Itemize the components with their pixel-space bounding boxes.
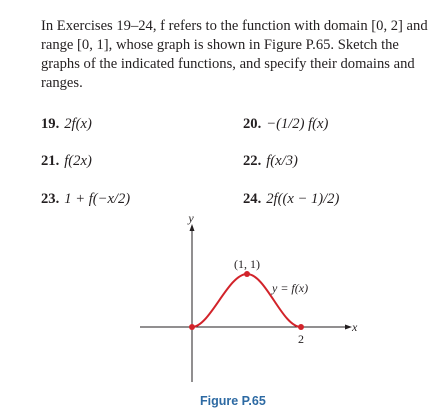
exercise-number: 21. (41, 153, 60, 169)
exercise-expression: 2f(x) (64, 116, 92, 132)
endpoint-point (298, 324, 304, 330)
exercise-expression: f(x/3) (266, 153, 298, 169)
intro-paragraph: In Exercises 19–24, f refers to the function with domain [0, 2] and range [0, 1], whose graph is shown in Figure P.65. Sketch the graphs of the indicated functions, and specify their domains and ranges. (41, 18, 428, 91)
exercise-expression: −(1/2) f(x) (266, 116, 329, 132)
origin-point (189, 324, 195, 330)
exercise-number: 19. (41, 116, 60, 132)
x-tick-label: 2 (298, 332, 304, 346)
exercise-number: 20. (243, 116, 262, 132)
x-axis-arrow-icon (345, 325, 352, 330)
y-axis-label: y (188, 211, 194, 225)
figure-caption: Figure P.65 (200, 394, 266, 408)
exercise-number: 23. (41, 191, 60, 207)
exercise-expression: f(2x) (64, 153, 92, 169)
exercise-expression: 1 + f(−x/2) (64, 191, 131, 207)
exercise-expression: 2f((x − 1)/2) (266, 191, 340, 207)
curve-label: y = f(x) (272, 281, 309, 295)
peak-label: (1, 1) (234, 257, 260, 271)
exercise-number: 22. (243, 153, 262, 169)
exercise-number: 24. (243, 191, 262, 207)
x-axis-label: x (352, 320, 358, 334)
y-axis-arrow-icon (190, 224, 195, 231)
peak-point (244, 271, 250, 277)
